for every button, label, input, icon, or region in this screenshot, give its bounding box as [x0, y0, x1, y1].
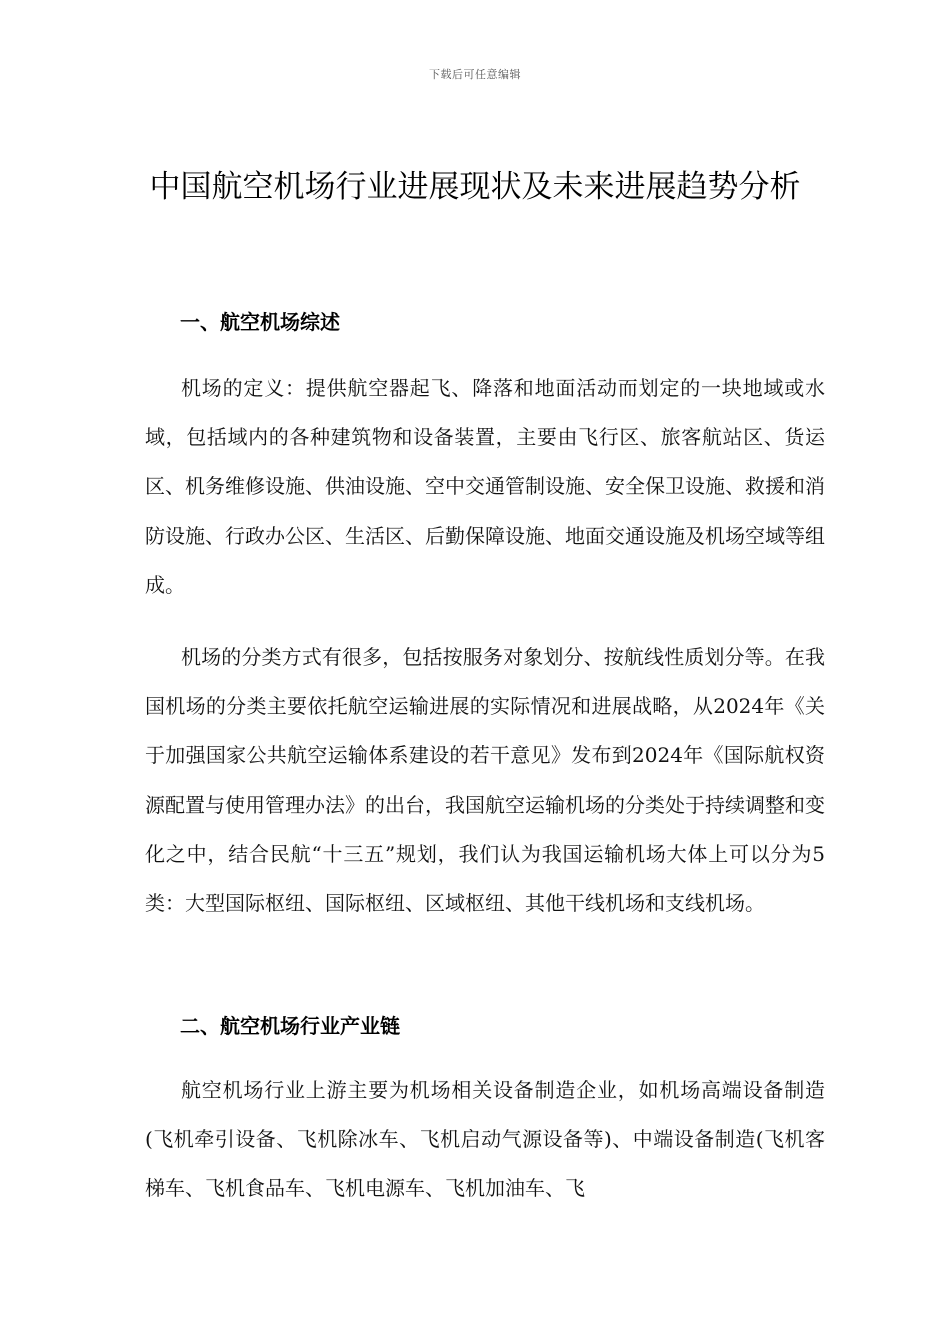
paragraph-airport-classification: 机场的分类方式有很多，包括按服务对象划分、按航线性质划分等。在我国机场的分类主要依托航空运输进展的实际情况和进展战略，从2024年《关于加强国家公共航空运输体系建设的若干意见》发布到2024年《国际航权资源配置与使用管理办法》的出台，我国航空运输机场的分类处于持续调整和变化之中，结合民航“十三五”规划，我们认为我国运输机场大体上可以分为5类：大型国际枢纽、国际枢纽、区域枢纽、其他干线机场和支线机场。	[145, 645, 825, 916]
document-title: 中国航空机场行业进展现状及未来进展趋势分析	[149, 169, 801, 205]
paragraph-airport-definition: 机场的定义：提供航空器起飞、降落和地面活动而划定的一块地域或水域，包括域内的各种建筑物和设备装置，主要由飞行区、旅客航站区、货运区、机务维修设施、供油设施、空中交通管制设施、安全保卫设施、救援和消防设施、行政办公区、生活区、后勤保障设施、地面交通设施及机场空域等组成。	[145, 376, 825, 597]
section-heading-overview: 一、航空机场综述	[180, 310, 340, 334]
page-header: 下载后可任意编辑	[429, 68, 521, 81]
section-heading-industry-chain: 二、航空机场行业产业链	[180, 1014, 400, 1038]
paragraph-industry-upstream: 航空机场行业上游主要为机场相关设备制造企业，如机场高端设备制造(飞机牵引设备、飞机除冰车、飞机启动气源设备等)、中端设备制造(飞机客梯车、飞机食品车、飞机电源车、飞机加油车、飞	[145, 1078, 825, 1201]
